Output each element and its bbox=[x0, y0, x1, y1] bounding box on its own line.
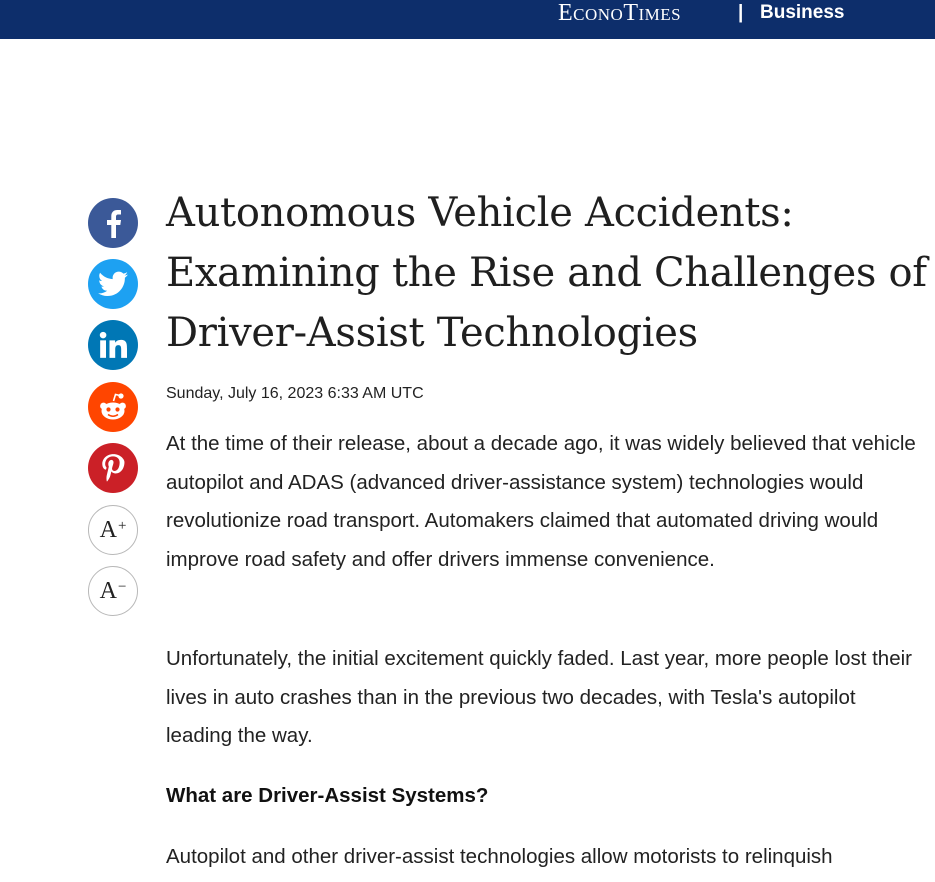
header-separator: | bbox=[738, 2, 744, 23]
reddit-icon bbox=[97, 392, 129, 422]
font-decrease-label: A bbox=[99, 577, 117, 604]
pinterest-share-button[interactable] bbox=[88, 443, 138, 493]
article-paragraph: At the time of their release, about a decade ago, it was widely believed that vehicle autopilot and ADAS (advanced driver-assistance system) technologies would revolutionize road transport. Automakers claimed that automated driving would improve road safety and offer drivers immense convenience. bbox=[166, 432, 916, 571]
site-logo[interactable]: EconoTimes bbox=[558, 0, 682, 26]
font-size-decrease-button[interactable] bbox=[88, 566, 138, 616]
facebook-icon bbox=[102, 208, 124, 238]
font-increase-label: A bbox=[99, 516, 117, 543]
facebook-share-button[interactable] bbox=[88, 198, 138, 248]
linkedin-icon bbox=[99, 331, 127, 359]
pinterest-icon bbox=[100, 453, 126, 483]
section-link-business[interactable]: Business bbox=[760, 2, 845, 23]
article-date: Sunday, July 16, 2023 6:33 AM UTC bbox=[166, 385, 424, 402]
font-size-increase-button[interactable] bbox=[88, 505, 138, 555]
article-paragraph: Autopilot and other driver-assist technologies allow motorists to relinquish bbox=[166, 845, 833, 868]
article-title: Autonomous Vehicle Accidents: Examining the Rise and Challenges of Driver-Assist Technologies bbox=[166, 190, 927, 356]
minus-icon: − bbox=[117, 578, 127, 595]
linkedin-share-button[interactable] bbox=[88, 320, 138, 370]
top-navigation-bar bbox=[0, 0, 935, 39]
article-subheading: What are Driver-Assist Systems? bbox=[166, 784, 489, 807]
reddit-share-button[interactable] bbox=[88, 382, 138, 432]
article-paragraph: Unfortunately, the initial excitement quickly faded. Last year, more people lost their lives in auto crashes than in the previous two decades, with Tesla's autopilot leading the way. bbox=[166, 647, 912, 747]
plus-icon: + bbox=[117, 517, 127, 534]
twitter-icon bbox=[98, 271, 128, 297]
twitter-share-button[interactable] bbox=[88, 259, 138, 309]
